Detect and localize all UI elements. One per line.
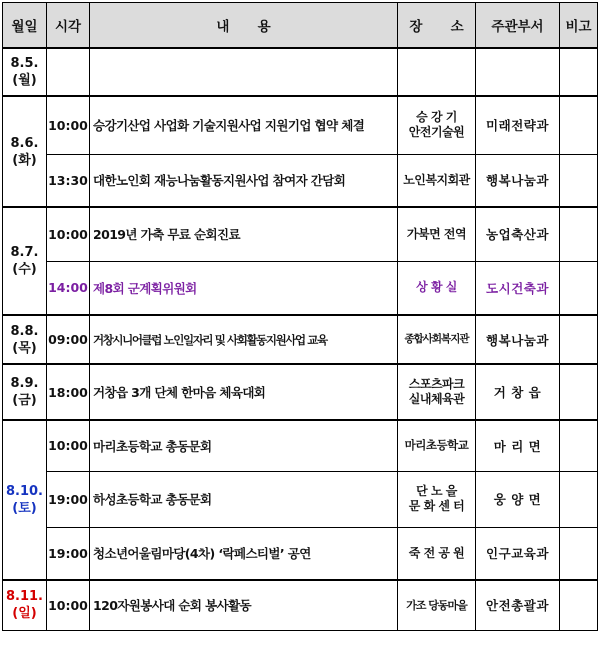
table-row [3,527,598,580]
dept-cell: 웅 양 면 [476,471,560,527]
dept-cell: 행복나눔과 [476,154,560,207]
place-cell: 승 강 기 안전기술원 [398,96,476,154]
content-cell: 거창읍 3개 단체 한마음 체육대회 [90,364,398,420]
content-cell: 120자원봉사대 순회 봉사활동 [90,580,398,630]
table-row [3,420,598,471]
content-cell: 2019년 가축 무료 순회진료 [90,207,398,261]
time-cell: 10:00 [47,96,90,154]
header-place: 장 소 [398,3,476,49]
dept-cell: 거 창 읍 [476,364,560,420]
place-cell: 스포츠파크 실내체육관 [398,364,476,420]
table-row [3,471,598,527]
time-cell: 19:00 [47,527,90,580]
note-cell [560,364,598,420]
dept-cell: 행복나눔과 [476,315,560,364]
content-cell: 승강기산업 사업화 기술지원사업 지원기업 협약 체결 [90,96,398,154]
time-cell: 09:00 [47,315,90,364]
table-row [3,96,598,154]
table-row [3,580,598,630]
place-cell: 가북면 전역 [398,207,476,261]
content-cell: 마리초등학교 총동문회 [90,420,398,471]
note-cell [560,207,598,261]
weekly-schedule-table [2,2,598,631]
content-cell: 청소년어울림마당(4차) ‘락페스티벌’ 공연 [90,527,398,580]
note-cell [560,154,598,207]
table-row [3,48,598,96]
date-cell-saturday: 8.10. (토) [3,420,47,580]
place-cell: 가조 당동마을 [398,580,476,630]
dept-cell: 도시건축과 [476,261,560,315]
note-cell [560,527,598,580]
content-cell: 대한노인회 재능나눔활동지원사업 참여자 간담회 [90,154,398,207]
table-row [3,207,598,261]
note-cell [560,261,598,315]
place-cell: 죽 전 공 원 [398,527,476,580]
date-cell: 8.8. (목) [3,315,47,364]
header-note: 비고 [560,3,598,49]
table-row [3,315,598,364]
header-date: 월일 [3,3,47,49]
dept-cell: 안전총괄과 [476,580,560,630]
place-cell: 마리초등학교 [398,420,476,471]
time-cell: 18:00 [47,364,90,420]
header-time: 시각 [47,3,90,49]
table-row [3,364,598,420]
content-cell: 제8회 군계획위원회 [90,261,398,315]
date-cell: 8.9. (금) [3,364,47,420]
header-dept: 주관부서 [476,3,560,49]
content-cell: 거창시니어클럽 노인일자리 및 사회활동지원사업 교육 [90,315,398,364]
note-cell [560,420,598,471]
schedule-table-container [2,2,598,631]
note-cell [560,315,598,364]
table-row-highlighted [3,261,598,315]
note-cell [560,96,598,154]
note-cell [560,48,598,96]
date-cell: 8.6. (화) [3,96,47,207]
dept-cell: 마 리 면 [476,420,560,471]
time-cell: 10:00 [47,580,90,630]
date-cell-sunday: 8.11. (일) [3,580,47,630]
note-cell [560,471,598,527]
dept-cell [476,48,560,96]
dept-cell: 인구교육과 [476,527,560,580]
time-cell: 10:00 [47,207,90,261]
place-cell: 단 노 을 문 화 센 터 [398,471,476,527]
place-cell [398,48,476,96]
dept-cell: 농업축산과 [476,207,560,261]
table-row [3,154,598,207]
time-cell: 14:00 [47,261,90,315]
place-cell: 노인복지회관 [398,154,476,207]
place-cell: 상 황 실 [398,261,476,315]
time-cell [47,48,90,96]
time-cell: 13:30 [47,154,90,207]
place-cell: 종합사회복지관 [398,315,476,364]
table-header-row [3,3,598,49]
header-content: 내 용 [90,3,398,49]
dept-cell: 미래전략과 [476,96,560,154]
time-cell: 10:00 [47,420,90,471]
content-cell [90,48,398,96]
date-cell: 8.7. (수) [3,207,47,315]
note-cell [560,580,598,630]
content-cell: 하성초등학교 총동문회 [90,471,398,527]
date-cell: 8.5. (월) [3,48,47,96]
time-cell: 19:00 [47,471,90,527]
